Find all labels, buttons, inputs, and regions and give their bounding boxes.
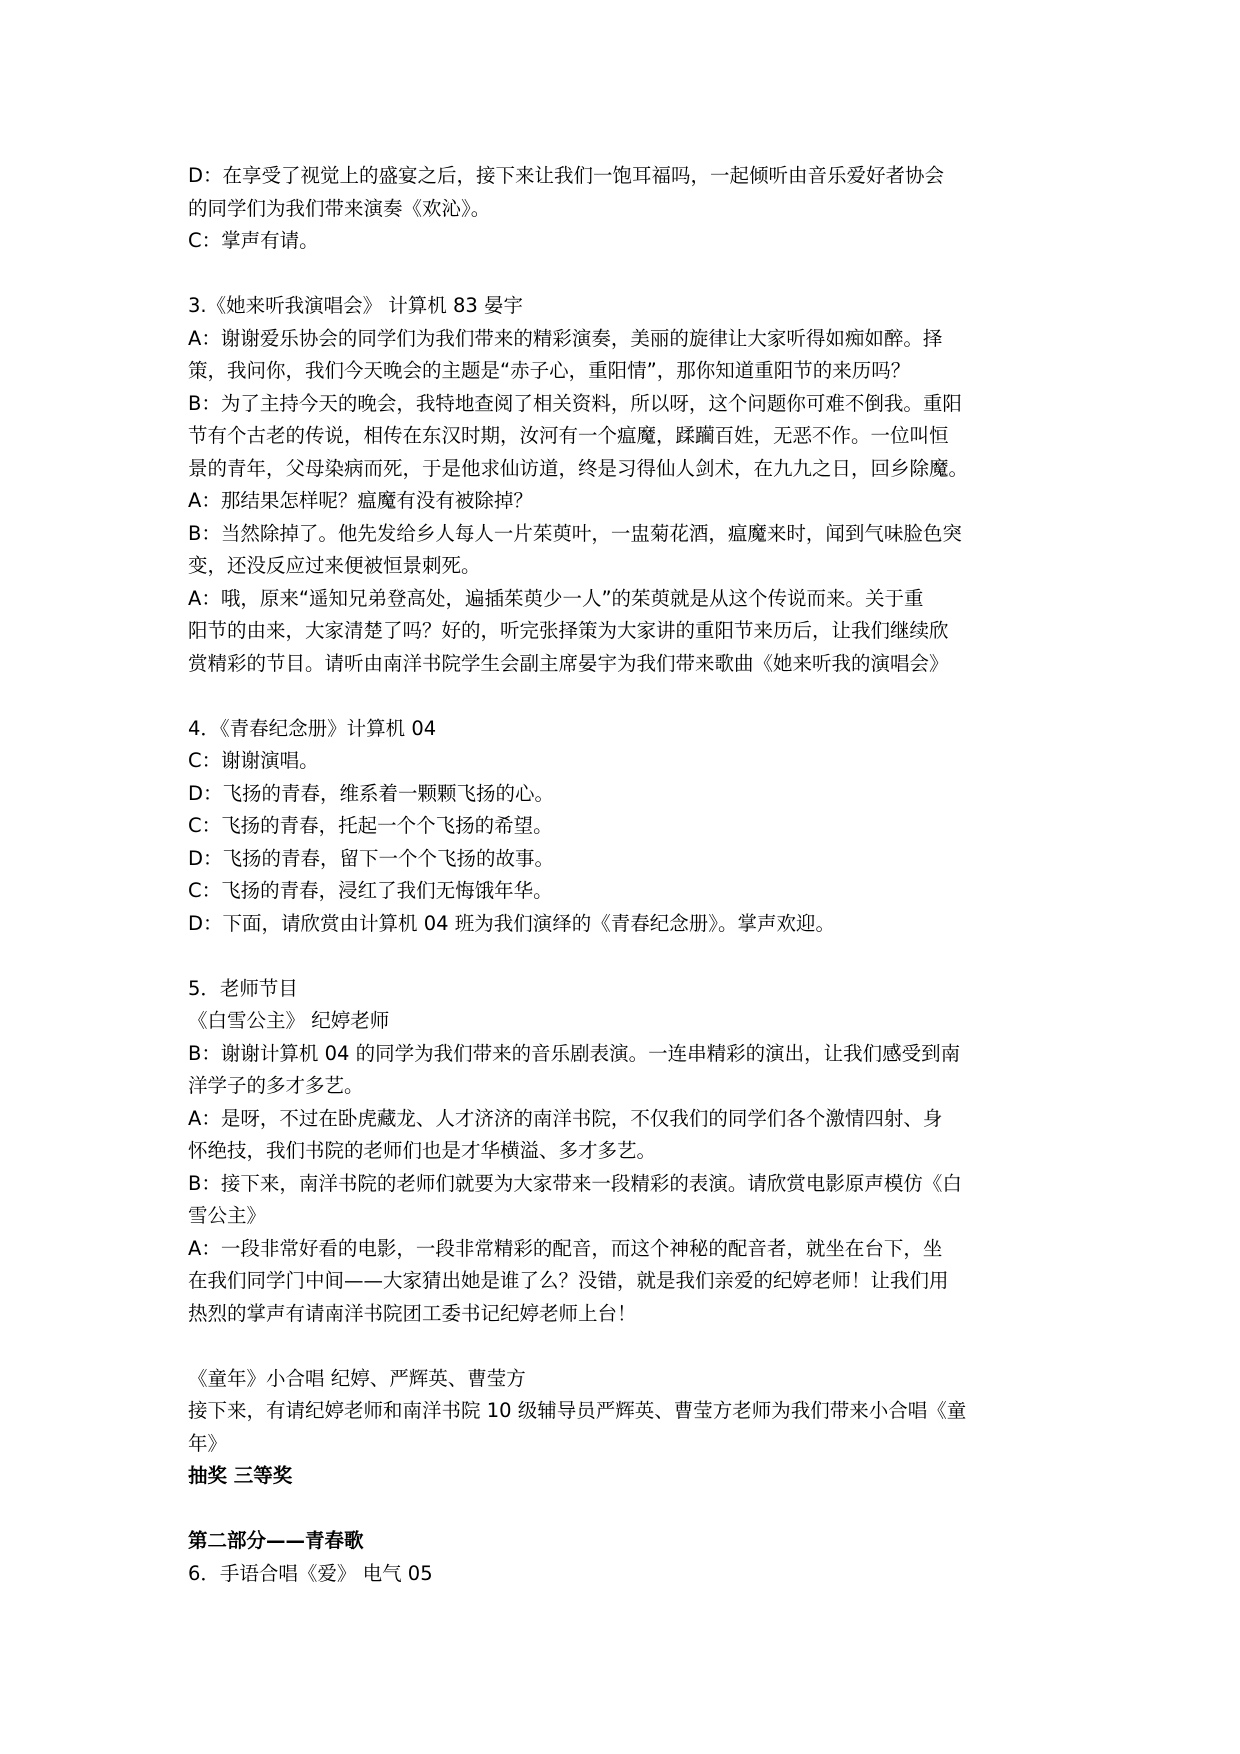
text-line: 接下来，有请纪婷老师和南洋书院 10 级辅导员严辉英、曹莹方老师为我们带来小合唱《童 [188,1399,967,1422]
text-line: 的同学们为我们带来演奏《欢沁》。 [188,196,491,220]
text-line: D：下面，请欣赏由计算机 04 班为我们演绎的《青春纪念册》。掌声欢迎。 [188,911,835,935]
text-line: B：谢谢计算机 04 的同学为我们带来的音乐剧表演。一连串精彩的演出，让我们感受到南 [188,1041,961,1065]
text-line: 5．老师节目 [188,976,298,1000]
text-line: 《童年》小合唱 纪婷、严辉英、曹莹方 [188,1366,526,1390]
section-heading: 第二部分——青春歌 [188,1529,364,1552]
text-line: 策，我问你，我们今天晚会的主题是“赤子心，重阳情”，那你知道重阳节的来历吗？ [188,359,911,382]
text-line: 《白雪公主》 纪婷老师 [188,1009,390,1032]
text-line: D：在享受了视觉上的盛宴之后，接下来让我们一饱耳福吗，一起倾听由音乐爱好者协会 [188,164,945,187]
blank-line [188,1493,1068,1526]
text-line: 4．《青春纪念册》计算机 04 [188,716,437,740]
blank-line [188,1330,1068,1363]
text-line: B：接下来，南洋书院的老师们就要为大家带来一段精彩的表演。请欣赏电影原声模仿《白 [188,1171,962,1195]
text-line: A：是呀，不过在卧虎藏龙、人才济济的南洋书院，不仅我们的同学们各个激情四射、身 [188,1106,943,1130]
text-line: D：飞扬的青春，维系着一颗颗飞扬的心。 [188,781,555,805]
blank-line [188,258,1068,291]
text-line: C：谢谢演唱。 [188,749,319,772]
text-line: B：当然除掉了。他先发给乡人每人一片茱萸叶，一盅菊花酒，瘟魔来时，闻到气味脸色突 [188,521,962,545]
blank-line [188,680,1068,713]
text-line: 赏精彩的节目。请听由南洋书院学生会副主席晏宇为我们带来歌曲《她来听我的演唱会》 [188,651,949,675]
document-page [188,160,1068,1590]
text-line: 年》 [188,1431,228,1455]
text-line: 变，还没反应过来便被恒景刺死。 [188,554,481,577]
section-heading: 抽奖 三等奖 [188,1464,293,1487]
blank-line [188,940,1068,973]
text-line: 热烈的掌声有请南洋书院团工委书记纪婷老师上台！ [188,1301,637,1325]
text-line: A：哦，原来“遥知兄弟登高处，遍插茱萸少一人”的茱萸就是从这个传说而来。关于重 [188,586,924,610]
text-line: A：谢谢爱乐协会的同学们为我们带来的精彩演奏，美丽的旋律让大家听得如痴如醉。择 [188,326,943,350]
text-line: C：飞扬的青春，浸红了我们无悔饿年华。 [188,879,553,902]
text-line: 6．手语合唱《爱》 电气 05 [188,1561,433,1585]
text-line: 洋学子的多才多艺。 [188,1074,364,1097]
text-line: 阳节的由来，大家清楚了吗？好的，听完张择策为大家讲的重阳节来历后，让我们继续欣 [188,619,949,642]
text-line: 怀绝技，我们书院的老师们也是才华横溢、多才多艺。 [188,1139,657,1162]
text-line: 景的青年，父母染病而死，于是他求仙访道，终是习得仙人剑术，在九九之日，回乡除魔。 [188,456,969,480]
text-line: A：一段非常好看的电影，一段非常精彩的配音，而这个神秘的配音者，就坐在台下，坐 [188,1236,943,1260]
text-line: 在我们同学门中间——大家猜出她是谁了么？没错，就是我们亲爱的纪婷老师！让我们用 [188,1269,949,1292]
text-line: 雪公主》 [188,1204,267,1227]
text-line: C：飞扬的青春，托起一个个飞扬的希望。 [188,814,553,837]
text-line: D：飞扬的青春，留下一个个飞扬的故事。 [188,846,555,870]
text-line: 3.《她来听我演唱会》 计算机 83 晏宇 [188,294,524,317]
text-line: B：为了主持今天的晚会，我特地查阅了相关资料，所以呀，这个问题你可难不倒我。重阳 [188,391,962,415]
text-line: A：那结果怎样呢？瘟魔有没有被除掉？ [188,489,533,512]
text-line: 节有个古老的传说，相传在东汉时期，汝河有一个瘟魔，蹂躏百姓，无恶不作。一位叫恒 [188,424,949,447]
text-line: C：掌声有请。 [188,229,319,252]
